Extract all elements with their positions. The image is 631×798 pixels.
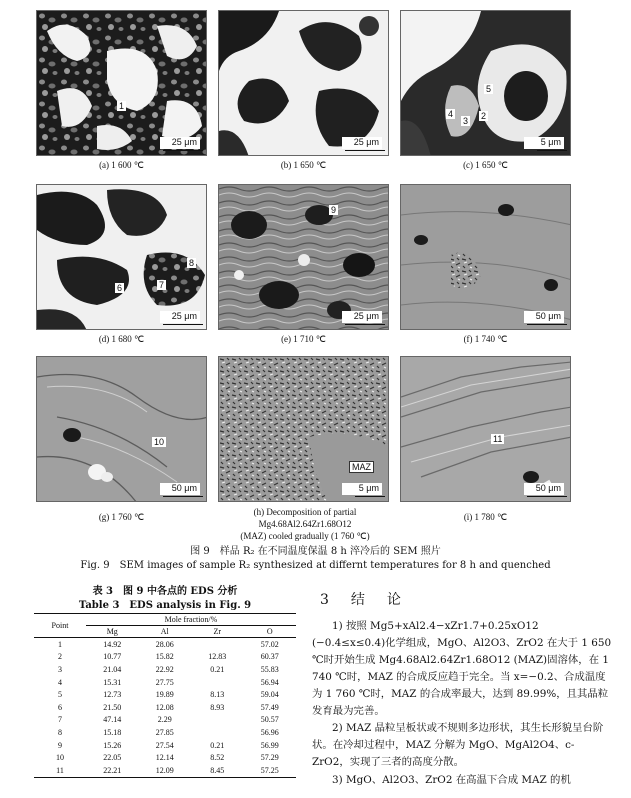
table-cell: 10.77 bbox=[103, 652, 122, 662]
point-label: 1 bbox=[119, 101, 125, 111]
table-cell: 9 bbox=[58, 740, 62, 750]
sem-panel-e bbox=[218, 184, 389, 330]
table-cell: 57.29 bbox=[260, 753, 279, 763]
point-label: 9 bbox=[331, 205, 337, 215]
table-header-al: Al bbox=[160, 627, 169, 636]
scale-label: 50 μm bbox=[524, 311, 564, 323]
table-cell: 3 bbox=[58, 664, 62, 674]
table-cell bbox=[191, 638, 244, 651]
scale-bar bbox=[527, 496, 567, 497]
table-cell: 12.73 bbox=[103, 690, 122, 700]
table-cell: 59.04 bbox=[260, 690, 279, 700]
scale-bar bbox=[163, 150, 203, 151]
panel-caption: (b) 1 650 ℃ bbox=[280, 160, 327, 170]
point-label: 6 bbox=[117, 283, 123, 293]
paragraph-3: 3) MgO、Al2O3、ZrO2 在高温下合成 MAZ 的机 bbox=[332, 774, 571, 786]
table-cell: 10 bbox=[56, 753, 64, 763]
table-cell: 22.21 bbox=[103, 765, 122, 775]
table-cell bbox=[191, 714, 244, 727]
table-row bbox=[34, 751, 296, 764]
section-heading: 3 结 论 bbox=[320, 592, 405, 608]
figure-caption-cn: 图 9 样品 R₂ 在不同温度保温 8 h 淬冷后的 SEM 照片 bbox=[190, 546, 441, 557]
table-cell: 15.82 bbox=[155, 652, 174, 662]
table-header-mg: Mg bbox=[106, 627, 118, 636]
table-cell: 0.21 bbox=[210, 664, 225, 674]
table-cell: 12.08 bbox=[155, 702, 174, 712]
point-label: 2 bbox=[481, 111, 487, 121]
table-cell: 50.57 bbox=[260, 715, 279, 725]
table-cell: 27.75 bbox=[155, 677, 174, 687]
table-cell: 57.49 bbox=[260, 702, 279, 712]
point-label: 7 bbox=[159, 280, 165, 290]
table-cell: 47.14 bbox=[103, 715, 122, 725]
table-cell: 12.83 bbox=[208, 652, 227, 662]
paragraph-2: 2) MAZ 晶粒呈板状或不规则多边形状，其生长形貌呈台阶状。在冷却过程中，MAZ 分解为 MgO、MgAl2O4、c-ZrO2，实现了三者的高度分散。 bbox=[312, 722, 604, 768]
table-cell: 8.13 bbox=[210, 690, 225, 700]
scale-label: 25 μm bbox=[160, 137, 200, 149]
table-cell: 21.04 bbox=[103, 664, 122, 674]
table-cell: 21.50 bbox=[103, 702, 122, 712]
table-cell: 6 bbox=[58, 702, 62, 712]
table-cell: 7 bbox=[58, 715, 62, 725]
panel-caption: (c) 1 650 ℃ bbox=[463, 160, 508, 170]
table-row bbox=[34, 663, 296, 676]
scale-bar bbox=[163, 496, 203, 497]
panel-caption bbox=[210, 506, 400, 542]
table-cell: 57.25 bbox=[260, 765, 279, 775]
table-cell bbox=[191, 676, 244, 689]
table-cell: 15.31 bbox=[103, 677, 122, 687]
scale-label: 25 μm bbox=[160, 311, 200, 323]
sem-panel-d bbox=[36, 184, 207, 330]
table-cell: 22.05 bbox=[103, 753, 122, 763]
table-row bbox=[34, 764, 296, 777]
table-cell: 1 bbox=[58, 639, 62, 649]
sem-panel-h bbox=[218, 356, 389, 502]
table-cell: 8.93 bbox=[210, 702, 225, 712]
table-cell: 56.99 bbox=[260, 740, 279, 750]
point-label: 10 bbox=[154, 437, 165, 447]
table-cell: 8.52 bbox=[210, 753, 225, 763]
table-title-cn: 表 3 图 9 中各点的 EDS 分析 bbox=[92, 586, 238, 597]
panel-caption: (a) 1 600 ℃ bbox=[99, 160, 144, 170]
table-row bbox=[34, 726, 296, 739]
table-cell: 0.21 bbox=[210, 740, 225, 750]
scale-bar bbox=[345, 150, 385, 151]
paragraph-1: 1) 按照 Mg5+xAl2.4−xZr1.7+0.25xO12 (−0.4≤x≤0.4)化学组成，MgO、Al2O3、ZrO2 在大于 1 650 ℃时开始生成 Mg4.68Al2.64Zr1.68O12 (MAZ)固溶体，在 1 740 ℃时，MAZ 的合成反应趋于完全。当 x=−0.2、合成温度为 1 760 ℃时，MAZ 的合成率最大，达到 89.99%，且其晶粒发育最为完善。 bbox=[312, 620, 612, 717]
scale-bar bbox=[527, 324, 567, 325]
point-label: 3 bbox=[463, 116, 469, 126]
table-header-point: Point bbox=[34, 614, 86, 638]
sem-panel-a bbox=[36, 10, 207, 156]
table-cell: 22.92 bbox=[155, 664, 174, 674]
panel-caption: (e) 1 710 ℃ bbox=[281, 334, 326, 344]
scale-label: 25 μm bbox=[342, 137, 382, 149]
scale-bar bbox=[537, 150, 567, 151]
point-label: 11 bbox=[493, 434, 503, 444]
table-row bbox=[34, 676, 296, 689]
table-cell: 27.54 bbox=[155, 740, 174, 750]
table-cell: 4 bbox=[58, 677, 62, 687]
table-cell: 5 bbox=[58, 690, 62, 700]
table-row bbox=[34, 638, 296, 651]
table-row bbox=[34, 651, 296, 664]
table-header-o: O bbox=[266, 627, 273, 636]
panel-caption: (d) 1 680 ℃ bbox=[98, 334, 145, 344]
table-header-zr: Zr bbox=[213, 627, 222, 636]
scale-label: 50 μm bbox=[524, 483, 564, 495]
scale-label: 25 μm bbox=[342, 311, 382, 323]
scale-bar bbox=[345, 324, 385, 325]
table-row bbox=[34, 701, 296, 714]
table-row bbox=[34, 714, 296, 727]
table-header-group: Mole fraction/% bbox=[86, 614, 296, 626]
table-title-en: Table 3 EDS analysis in Fig. 9 bbox=[78, 600, 252, 611]
panel-caption: (f) 1 740 ℃ bbox=[463, 334, 508, 344]
table-cell: 55.83 bbox=[260, 664, 279, 674]
eds-table bbox=[34, 613, 296, 778]
sem-panel-c bbox=[400, 10, 571, 156]
table-cell: 28.06 bbox=[155, 639, 174, 649]
table-cell: 8 bbox=[58, 727, 62, 737]
sem-panel-b bbox=[218, 10, 389, 156]
table-row bbox=[34, 739, 296, 752]
point-label: 4 bbox=[448, 109, 454, 119]
table-cell: 11 bbox=[56, 765, 64, 775]
table-cell: 8.45 bbox=[210, 765, 225, 775]
table-cell: 56.96 bbox=[260, 727, 279, 737]
table-cell: 12.14 bbox=[155, 753, 174, 763]
table-cell: 15.18 bbox=[103, 727, 122, 737]
panel-caption-line: (MAZ) cooled gradually (1 760 ℃) bbox=[240, 531, 370, 541]
table-cell: 56.94 bbox=[260, 677, 279, 687]
table-cell bbox=[191, 726, 244, 739]
sem-panel-i bbox=[400, 356, 571, 502]
point-label: 5 bbox=[486, 84, 492, 94]
table-cell: 2 bbox=[58, 652, 62, 662]
scale-label: 5 μm bbox=[342, 483, 382, 495]
panel-caption-line: (h) Decomposition of partial Mg4.68Al2.64Zr1.68O12 bbox=[253, 507, 357, 529]
table-cell: 15.26 bbox=[103, 740, 122, 750]
sem-panel-g bbox=[36, 356, 207, 502]
scale-bar bbox=[355, 496, 385, 497]
table-cell: 57.02 bbox=[260, 639, 279, 649]
table-cell: 12.09 bbox=[155, 765, 174, 775]
scale-label: 50 μm bbox=[160, 483, 200, 495]
sem-panel-f bbox=[400, 184, 571, 330]
table-cell: 60.37 bbox=[260, 652, 279, 662]
point-label: 8 bbox=[189, 258, 195, 268]
scale-label: 5 μm bbox=[524, 137, 564, 149]
scale-bar bbox=[163, 324, 203, 325]
phase-label: MAZ bbox=[349, 461, 374, 473]
table-cell: 14.92 bbox=[103, 639, 122, 649]
table-cell: 19.89 bbox=[155, 690, 174, 700]
panel-caption: (i) 1 780 ℃ bbox=[463, 512, 508, 522]
figure-caption-en: Fig. 9 SEM images of sample R₂ synthesized at differnt temperatures for 8 h and quenched bbox=[80, 560, 551, 571]
table-row bbox=[34, 688, 296, 701]
table-cell: 2.29 bbox=[157, 715, 172, 725]
panel-caption: (g) 1 760 ℃ bbox=[98, 512, 145, 522]
table-cell: 27.85 bbox=[155, 727, 174, 737]
